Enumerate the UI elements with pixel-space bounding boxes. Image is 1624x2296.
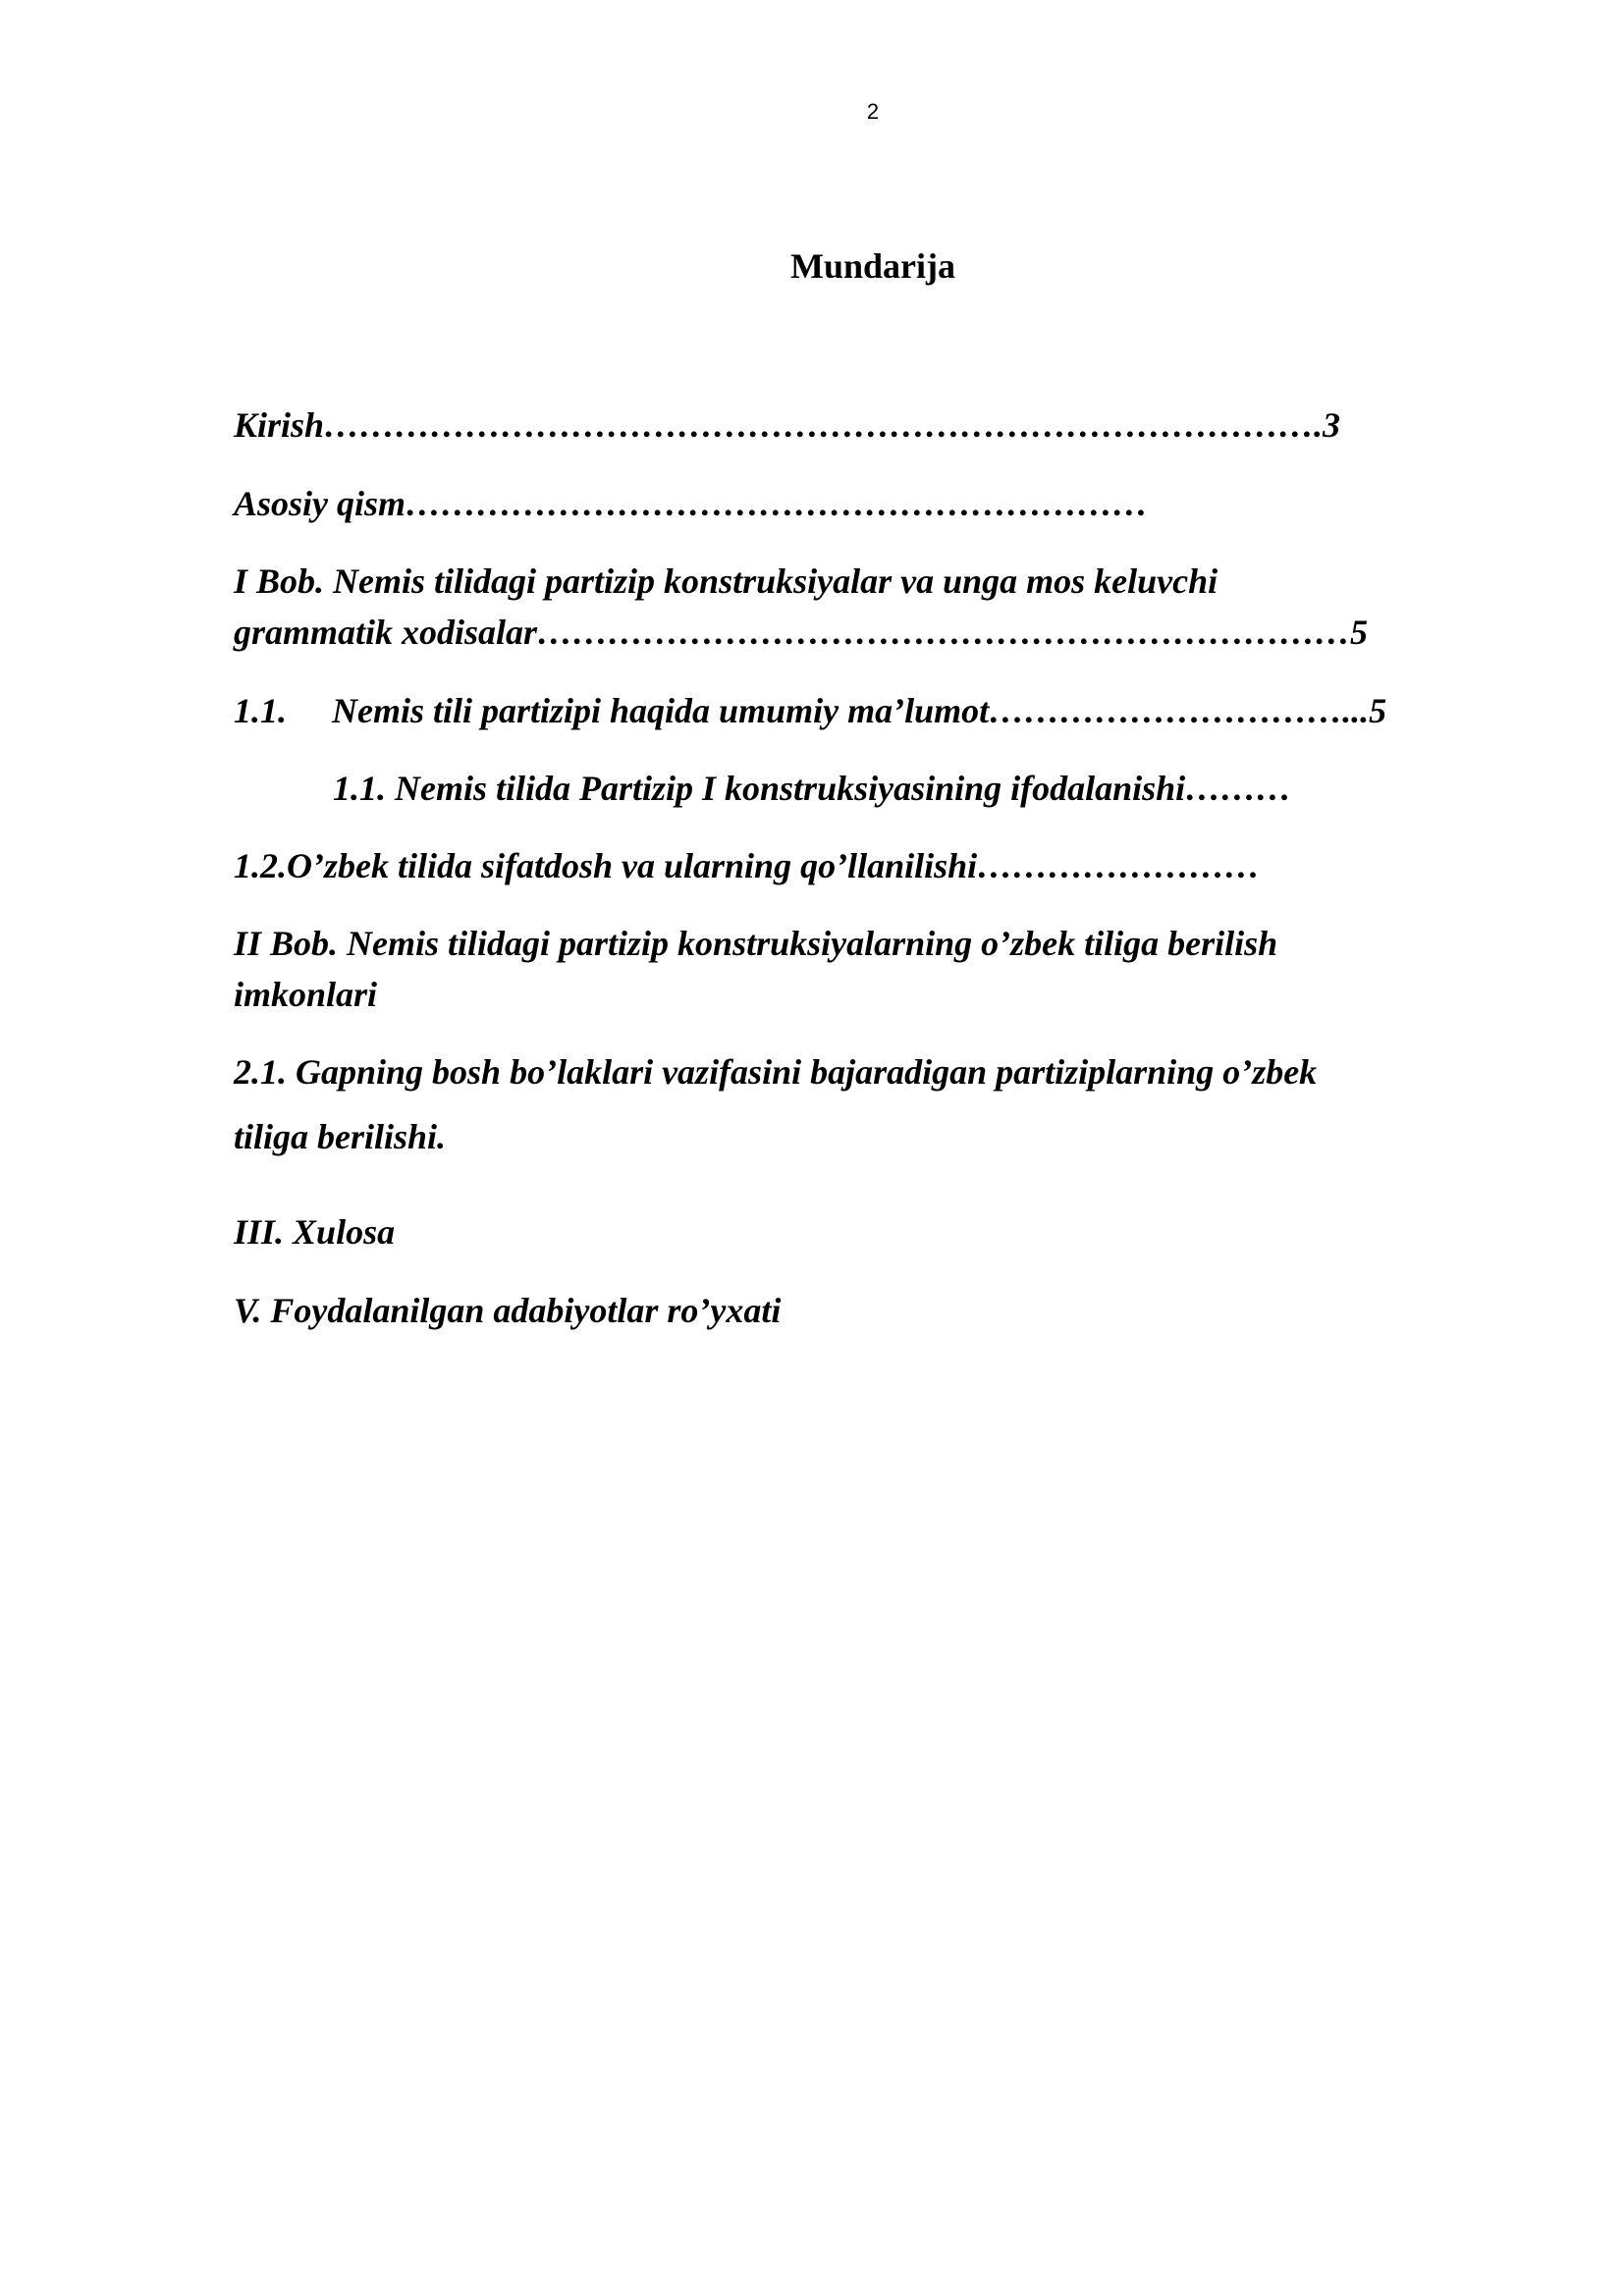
toc-entry-1-1-text: Nemis tili partizipi haqida umumiy ma’lumot…………………………...5 bbox=[332, 691, 1387, 730]
toc-entry-asosiy-qism: Asosiy qism……………………………………………………… bbox=[234, 484, 1149, 523]
toc-entry-chapter-2-line-2: imkonlari bbox=[234, 975, 378, 1014]
toc-entry-kirish: Kirish………………………………………………………………………….3 bbox=[234, 405, 1341, 445]
toc-entry-chapter-2-line-1: II Bob. Nemis tilidagi partizip konstruksiyalarning o’zbek tiliga berilish bbox=[234, 924, 1278, 963]
toc-entry-xulosa: III. Xulosa bbox=[234, 1212, 396, 1252]
toc-entry-chapter-1-line-1: I Bob. Nemis tilidagi partizip konstruksiyalar va unga mos keluvchi bbox=[234, 561, 1218, 601]
toc-entry-1-1 bbox=[234, 685, 1386, 736]
toc-entry-1-1-sub: 1.1. Nemis tilida Partizip I konstruksiyasining ifodalanishi……… bbox=[333, 769, 1292, 808]
toc-entry-chapter-1-line-2: grammatik xodisalar……………………………………………………………5 bbox=[234, 613, 1369, 652]
toc-entry-2-1-line-1: 2.1. Gapning bosh bo’laklari vazifasini bajaradigan partiziplarning o’zbek bbox=[234, 1052, 1318, 1092]
toc-entry-1-1-number: 1.1. bbox=[234, 691, 287, 730]
page-title: Mundarija bbox=[789, 246, 955, 286]
page-number: 2 bbox=[866, 99, 880, 124]
toc-entry-1-2: 1.2.O’zbek tilida sifatdosh va ularning qo’llanilishi…………………… bbox=[234, 846, 1261, 885]
toc-entry-adabiyotlar: V. Foydalanilgan adabiyotlar ro’yxati bbox=[234, 1291, 782, 1330]
toc-entry-2-1-line-2: tiliga berilishi. bbox=[234, 1117, 447, 1156]
